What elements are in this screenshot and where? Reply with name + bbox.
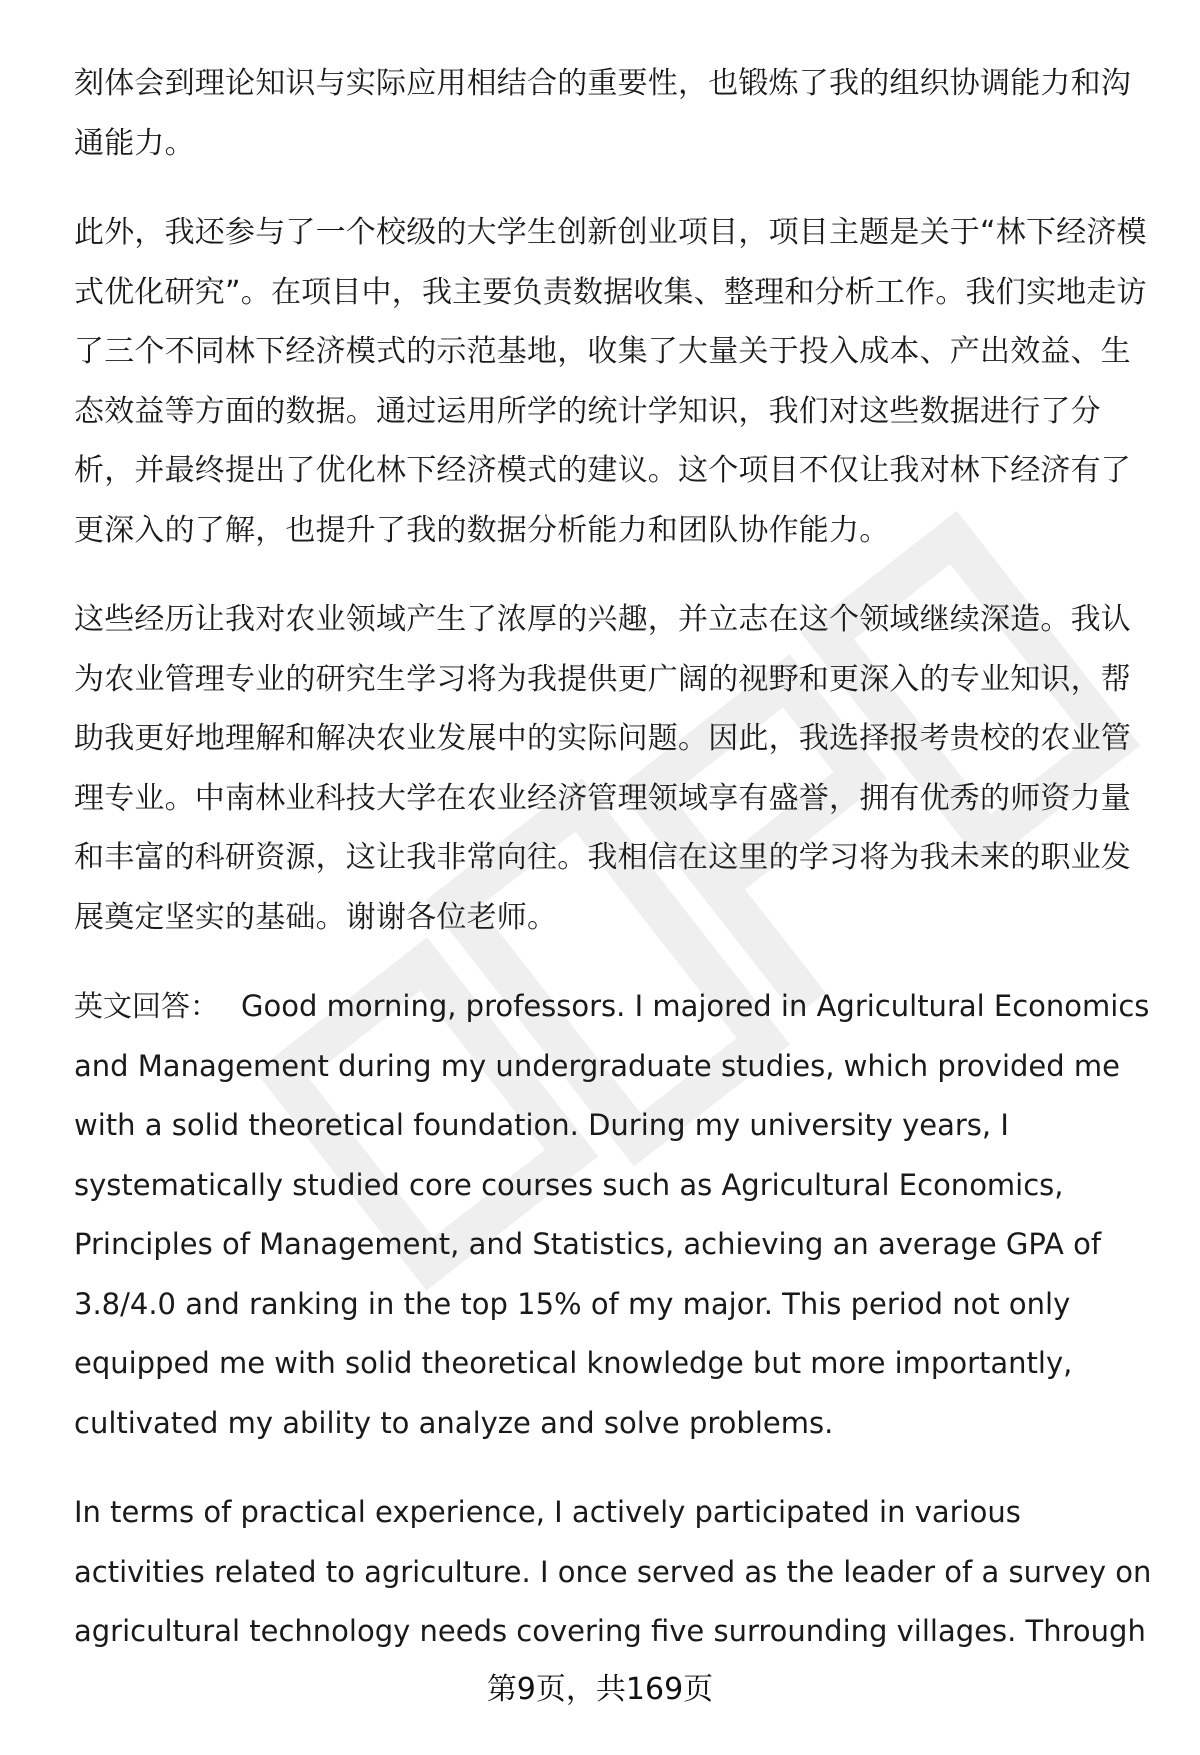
paragraph-innovation-project: 此外，我还参与了一个校级的大学生创新创业项目，项目主题是关于“林下经济模式优化研究”。在项目中，我主要负责数据收集、整理和分析工作。我们实地走访了三个不同林下经济模式的示范基地，收集了大量关于投入成本、产出效益、生态效益等方面的数据。通过运用所学的统计学知识，我们对这些数据进行了分析，并最终提出了优化林下经济模式的建议。这个项目不仅让我对林下经济有了更深入的了解，也提升了我的数据分析能力和团队协作能力。: [74, 215, 1147, 548]
english-answer-label: 英文回答：: [74, 989, 220, 1023]
paragraph-english-practical: In terms of practical experience, I actively participated in various activities related to agriculture. I once served as the leader of a survey on agricultural technology needs covering five surrounding villages. Through: [74, 1495, 1152, 1648]
page-number: 第9页，共169页: [486, 1672, 714, 1707]
paragraph-motivation: 这些经历让我对农业领域产生了浓厚的兴趣，并立志在这个领域继续深造。我认为农业管理专业的研究生学习将为我提供更广阔的视野和更深入的专业知识，帮助我更好地理解和解决农业发展中的实际问题。因此，我选择报考贵校的农业管理专业。中南林业科技大学在农业经济管理领域享有盛誉，拥有优秀的师资力量和丰富的科研资源，这让我非常向往。我相信在这里的学习将为我未来的职业发展奠定坚实的基础。谢谢各位老师。: [74, 602, 1131, 935]
document-body: [74, 54, 1152, 1692]
paragraph-intro-end: 刻体会到理论知识与实际应用相结合的重要性，也锻炼了我的组织协调能力和沟通能力。: [74, 66, 1131, 161]
paragraph-english-answer: [74, 977, 1152, 1453]
english-answer-text: Good morning, professors. I majored in Agricultural Economics and Management during my undergraduate studies, which provided me with a solid theoretical foundation. During my university years, I systematically studied core courses such as Agricultural Economics, Principles of Management, and Statistics, achieving an average GPA of 3.8/4.0 and ranking in the top 15% of my major. This period not only equipped me with solid theoretical knowledge but more importantly, cultivated my ability to analyze and solve problems.: [74, 989, 1150, 1440]
